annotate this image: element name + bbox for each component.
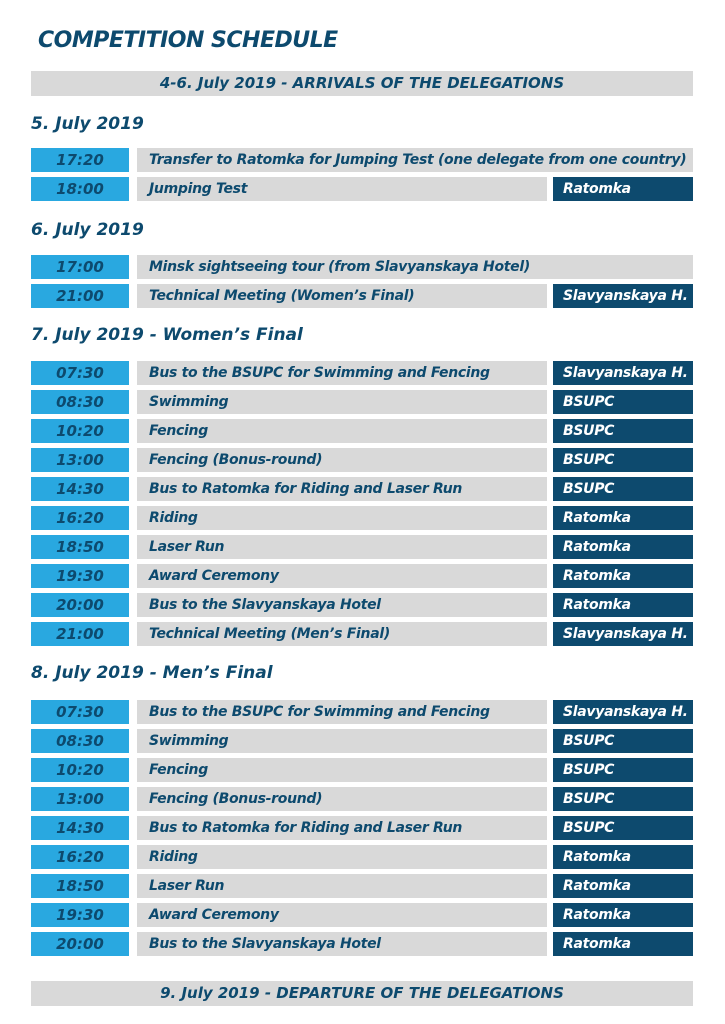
schedule-row [31, 700, 693, 724]
schedule-row [31, 729, 693, 753]
day-title: 7. July 2019 - Women’s Final [31, 325, 303, 345]
schedule-row [31, 255, 693, 279]
day-title: 8. July 2019 - Men’s Final [31, 663, 273, 683]
event-description: Fencing (Bonus-round) [137, 448, 547, 472]
event-time: 19:30 [31, 564, 129, 588]
event-time: 13:00 [31, 787, 129, 811]
event-time: 20:00 [31, 593, 129, 617]
event-description: Technical Meeting (Men’s Final) [137, 622, 547, 646]
event-time: 14:30 [31, 477, 129, 501]
event-location: Slavyanskaya H. [553, 361, 693, 385]
event-description: Bus to the Slavyanskaya Hotel [137, 932, 547, 956]
event-time: 18:50 [31, 874, 129, 898]
event-time: 08:30 [31, 729, 129, 753]
event-location: Ratomka [553, 932, 693, 956]
event-description: Bus to Ratomka for Riding and Laser Run [137, 477, 547, 501]
arrivals-banner: 4-6. July 2019 - ARRIVALS OF THE DELEGATIONS [31, 71, 693, 96]
schedule-row [31, 758, 693, 782]
schedule-row [31, 564, 693, 588]
day-title: 5. July 2019 [31, 114, 144, 134]
schedule-row [31, 593, 693, 617]
event-time: 21:00 [31, 284, 129, 308]
event-location: Ratomka [553, 845, 693, 869]
schedule-row [31, 361, 693, 385]
event-time: 18:50 [31, 535, 129, 559]
event-location: Ratomka [553, 874, 693, 898]
event-location: Ratomka [553, 177, 693, 201]
event-time: 08:30 [31, 390, 129, 414]
event-time: 21:00 [31, 622, 129, 646]
event-description: Bus to the Slavyanskaya Hotel [137, 593, 547, 617]
event-time: 07:30 [31, 361, 129, 385]
schedule-row [31, 177, 693, 201]
event-description: Transfer to Ratomka for Jumping Test (one delegate from one country) [137, 148, 693, 172]
event-description: Riding [137, 845, 547, 869]
event-time: 16:20 [31, 845, 129, 869]
event-description: Minsk sightseeing tour (from Slavyanskaya Hotel) [137, 255, 693, 279]
event-description: Award Ceremony [137, 564, 547, 588]
schedule-row [31, 845, 693, 869]
schedule-row [31, 622, 693, 646]
schedule-row [31, 448, 693, 472]
event-location: BSUPC [553, 448, 693, 472]
event-time: 20:00 [31, 932, 129, 956]
event-time: 13:00 [31, 448, 129, 472]
schedule-row [31, 932, 693, 956]
schedule-row [31, 816, 693, 840]
event-location: BSUPC [553, 390, 693, 414]
event-description: Laser Run [137, 535, 547, 559]
event-description: Swimming [137, 390, 547, 414]
event-description: Fencing [137, 419, 547, 443]
event-description: Fencing [137, 758, 547, 782]
event-location: Slavyanskaya H. [553, 700, 693, 724]
schedule-row [31, 787, 693, 811]
schedule-row [31, 148, 693, 172]
schedule-row [31, 535, 693, 559]
event-location: BSUPC [553, 419, 693, 443]
event-description: Jumping Test [137, 177, 547, 201]
event-location: BSUPC [553, 816, 693, 840]
schedule-row [31, 419, 693, 443]
event-time: 07:30 [31, 700, 129, 724]
event-location: BSUPC [553, 758, 693, 782]
event-location: Ratomka [553, 903, 693, 927]
event-location: Slavyanskaya H. [553, 284, 693, 308]
event-time: 10:20 [31, 758, 129, 782]
event-description: Laser Run [137, 874, 547, 898]
event-description: Bus to the BSUPC for Swimming and Fencing [137, 700, 547, 724]
event-description: Fencing (Bonus-round) [137, 787, 547, 811]
event-description: Bus to the BSUPC for Swimming and Fencing [137, 361, 547, 385]
event-location: Ratomka [553, 535, 693, 559]
event-description: Award Ceremony [137, 903, 547, 927]
schedule-row [31, 284, 693, 308]
schedule-row [31, 903, 693, 927]
page-title: COMPETITION SCHEDULE [38, 28, 338, 53]
event-location: Ratomka [553, 506, 693, 530]
event-time: 17:20 [31, 148, 129, 172]
schedule-row [31, 874, 693, 898]
event-description: Riding [137, 506, 547, 530]
schedule-row [31, 506, 693, 530]
departure-banner: 9. July 2019 - DEPARTURE OF THE DELEGATIONS [31, 981, 693, 1006]
event-location: BSUPC [553, 729, 693, 753]
event-time: 17:00 [31, 255, 129, 279]
event-description: Swimming [137, 729, 547, 753]
day-title: 6. July 2019 [31, 220, 144, 240]
event-time: 10:20 [31, 419, 129, 443]
event-time: 14:30 [31, 816, 129, 840]
event-location: BSUPC [553, 477, 693, 501]
event-description: Bus to Ratomka for Riding and Laser Run [137, 816, 547, 840]
event-location: BSUPC [553, 787, 693, 811]
event-time: 18:00 [31, 177, 129, 201]
schedule-row [31, 390, 693, 414]
schedule-row [31, 477, 693, 501]
event-time: 16:20 [31, 506, 129, 530]
event-location: Ratomka [553, 564, 693, 588]
event-location: Slavyanskaya H. [553, 622, 693, 646]
event-time: 19:30 [31, 903, 129, 927]
event-location: Ratomka [553, 593, 693, 617]
event-description: Technical Meeting (Women’s Final) [137, 284, 547, 308]
